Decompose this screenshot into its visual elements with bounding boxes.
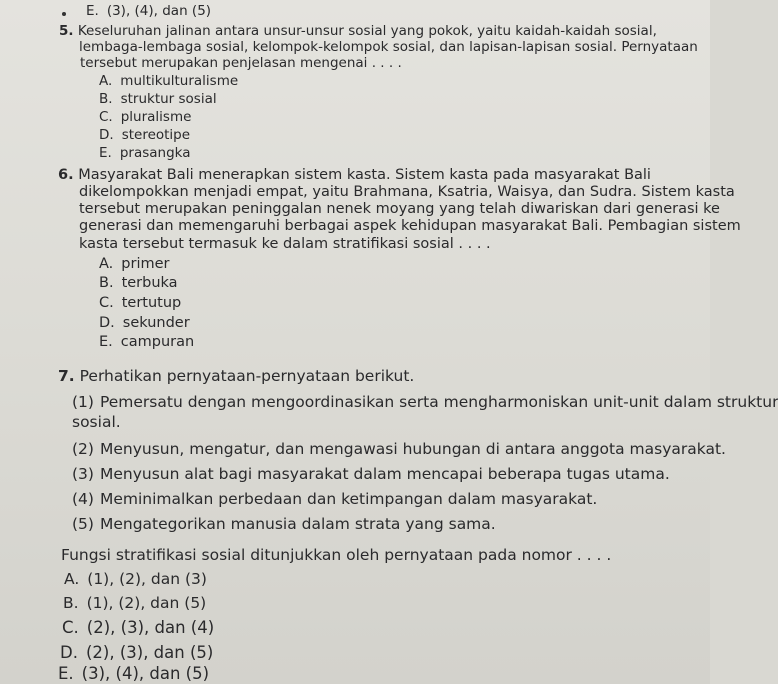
- q7-option-a: [64, 570, 207, 589]
- statement-text: Pemersatu dengan mengoordinasikan serta mengharmoniskan unit-unit dalam struktur: [99, 393, 778, 411]
- option-text: stereotipe: [121, 127, 191, 143]
- q5-text-line-3: tersebut merupakan penjelasan mengenai . . . .: [80, 55, 402, 71]
- statement-number: (3): [72, 465, 94, 483]
- option-letter: D.: [99, 315, 115, 331]
- q7-option-d: [60, 643, 213, 663]
- q6-option-b: [99, 275, 178, 292]
- q7-statement-3: [72, 465, 670, 484]
- q5-text-line-2: lembaga-lembaga sosial, kelompok-kelompok sosial, dan lapisan-lapisan sosial. Pernyataan: [79, 39, 698, 55]
- q7-number: 7.: [58, 367, 75, 385]
- option-text: campuran: [120, 334, 195, 350]
- option-text: terbuka: [121, 275, 178, 291]
- option-letter: A.: [99, 73, 113, 89]
- q6-text-line-2: dikelompokkan menjadi empat, yaitu Brahmana, Ksatria, Waisya, dan Sudra. Sistem kasta: [79, 184, 735, 200]
- q5-line-1: [59, 23, 657, 39]
- option-text: (1), (2), dan (5): [86, 594, 207, 612]
- q5-option-d: [99, 127, 190, 143]
- bullet-dot: [62, 12, 66, 16]
- option-text: tertutup: [121, 295, 182, 311]
- option-letter: E.: [99, 334, 113, 350]
- statement-text: Menyusun alat bagi masyarakat dalam mencapai beberapa tugas utama.: [99, 465, 670, 483]
- option-letter: B.: [63, 594, 79, 612]
- q6-text-line-3: tersebut merupakan peninggalan nenek moyang yang telah diwariskan dari generasi ke: [79, 201, 720, 217]
- option-letter: C.: [62, 618, 79, 637]
- previous-option-e: [86, 3, 211, 19]
- q7-option-e: [58, 664, 209, 684]
- q5-number: 5.: [59, 23, 74, 39]
- q5-option-c: [99, 109, 191, 125]
- option-letter: D.: [99, 127, 114, 143]
- q6-option-a: [99, 256, 169, 273]
- q6-text-line-4: generasi dan memengaruhi berbagai aspek kehidupan masyarakat Bali. Pembagian sistem: [79, 218, 741, 234]
- option-letter: C.: [99, 109, 113, 125]
- q5-option-a: [99, 73, 238, 89]
- q6-option-c: [99, 295, 181, 312]
- option-letter: A.: [99, 256, 114, 272]
- q6-text-line-1: Masyarakat Bali menerapkan sistem kasta. Sistem kasta pada masyarakat Bali: [78, 167, 651, 183]
- q7-question: Fungsi stratifikasi sosial ditunjukkan oleh pernyataan pada nomor . . . .: [61, 546, 612, 564]
- statement-number: (4): [72, 490, 94, 508]
- option-text: struktur sosial: [120, 91, 217, 107]
- q7-statement-2: [72, 440, 726, 459]
- q7-intro: Perhatikan pernyataan-pernyataan berikut.: [79, 367, 415, 385]
- option-text: (2), (3), dan (5): [85, 643, 214, 662]
- option-letter: D.: [60, 643, 78, 662]
- q7-option-b: [63, 594, 206, 613]
- option-letter: B.: [99, 275, 114, 291]
- q7-option-c: [62, 618, 214, 638]
- q6-number: 6.: [58, 167, 74, 183]
- option-letter: E.: [99, 145, 112, 161]
- option-text: pluralisme: [120, 109, 192, 125]
- option-text: (3), (4), dan (5): [106, 3, 212, 19]
- q5-text-line-1: Keseluruhan jalinan antara unsur-unsur sosial yang pokok, yaitu kaidah-kaidah sosial,: [77, 23, 657, 39]
- statement-number: (2): [72, 440, 94, 458]
- q5-option-b: [99, 91, 217, 107]
- q6-line-1: [58, 167, 651, 184]
- statement-number: (1): [72, 393, 94, 411]
- statement-text: Menyusun, mengatur, dan mengawasi hubungan di antara anggota masyarakat.: [99, 440, 726, 458]
- option-letter: E.: [58, 664, 74, 683]
- option-text: (2), (3), dan (4): [86, 618, 215, 637]
- option-text: multikulturalisme: [120, 73, 239, 89]
- statement-text: Meminimalkan perbedaan dan ketimpangan dalam masyarakat.: [99, 490, 598, 508]
- q6-option-d: [99, 315, 190, 332]
- q7-intro-line: [58, 367, 414, 386]
- q7-statement-1-continued: sosial.: [72, 413, 121, 431]
- option-text: (3), (4), dan (5): [81, 664, 210, 683]
- q5-option-e: [99, 145, 191, 161]
- q7-statement-1: [72, 393, 778, 412]
- option-letter: C.: [99, 295, 114, 311]
- statement-number: (5): [72, 515, 94, 533]
- option-text: (1), (2), dan (3): [87, 570, 207, 588]
- option-letter: E.: [86, 3, 99, 19]
- q6-option-e: [99, 334, 194, 351]
- option-text: primer: [121, 256, 170, 272]
- q7-statement-5: [72, 515, 496, 534]
- option-letter: A.: [64, 570, 80, 588]
- option-text: sekunder: [122, 315, 190, 331]
- q6-text-line-5: kasta tersebut termasuk ke dalam stratifikasi sosial . . . .: [79, 236, 491, 252]
- q7-statement-4: [72, 490, 597, 509]
- option-letter: B.: [99, 91, 113, 107]
- option-text: prasangka: [119, 145, 191, 161]
- statement-text: Mengategorikan manusia dalam strata yang sama.: [99, 515, 496, 533]
